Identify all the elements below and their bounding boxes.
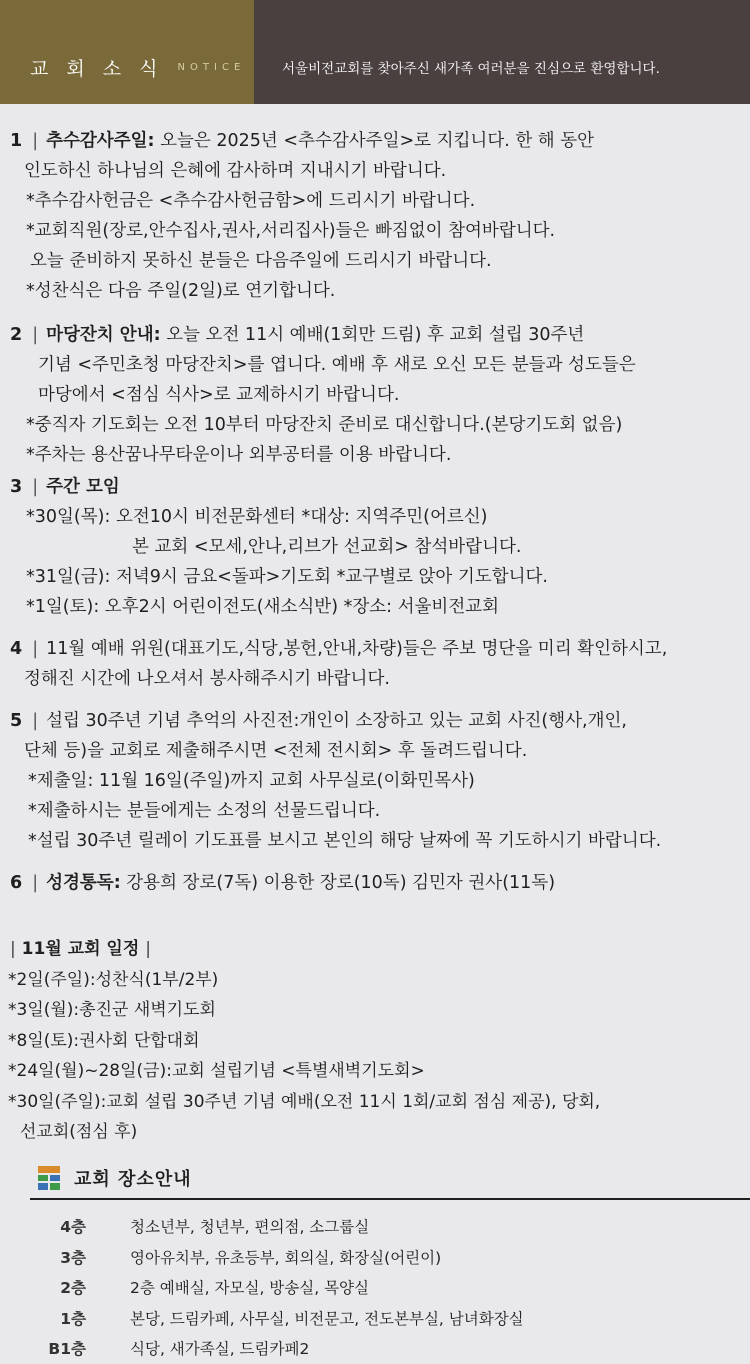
notice-line: 단체 등)을 교회로 제출해주시면 <전체 전시회> 후 돌려드립니다. — [24, 741, 528, 761]
notice-item: 1 | 추수감사주일: 오늘은 2025년 <추수감사주일>로 지킵니다. 한 해 동안 인도하신 하나님의 은혜에 감사하며 지내시기 바랍니다. *추수감사헌금은 <추수감사헌금함>에 드리시기 바랍니다. *교회직원(장로,안수집사,권사,서리집사)들은 빠짐없이 참여바랍니다. 오늘 준비하지 못하신 분들은 다음주일에 드리시기 바랍니다. *성찬식은 다음 주일(2일)로 연기합니다. — [10, 126, 750, 306]
notice-number: 1 — [10, 131, 23, 151]
notice-text: 설립 30주년 기념 추억의 사진전:개인이 소장하고 있는 교회 사진(행사,개인, — [46, 711, 627, 731]
notice-number: 6 — [10, 873, 23, 893]
notice-line: 인도하신 하나님의 은혜에 감사하며 지내시기 바랍니다. — [24, 161, 447, 181]
notice-title: 추수감사주일: — [46, 131, 155, 151]
schedule-item: *3일(월):총진군 새벽기도회 — [8, 1000, 216, 1020]
floor-row — [0, 1273, 750, 1304]
floor-row — [0, 1334, 750, 1364]
notice-line: 오늘 준비하지 못하신 분들은 다음주일에 드리시기 바랍니다. — [30, 251, 492, 271]
notice-text: 강용희 장로(7독) 이용한 장로(10독) 김민자 권사(11독) — [120, 873, 556, 893]
notice-line: 마당에서 <점심 식사>로 교제하시기 바랍니다. — [38, 385, 400, 405]
banner-title: 교 회 소 식 — [30, 57, 164, 80]
schedule-title: | 11월 교회 일정 | — [10, 939, 151, 959]
floor-rooms: 2층 예배실, 자모실, 방송실, 목양실 — [130, 1279, 370, 1297]
floor-rooms: 영아유치부, 유초등부, 회의실, 화장실(어린이) — [130, 1248, 442, 1267]
notice-text: 11월 예배 위원(대표기도,식당,봉헌,안내,차량)들은 주보 명단을 미리 확인하시고, — [46, 639, 668, 659]
notice-item: 5 | 설립 30주년 기념 추억의 사진전:개인이 소장하고 있는 교회 사진(행사,개인, 단체 등)을 교회로 제출해주시면 <전체 전시회> 후 돌려드립니다. *제출일: 11월 16일(주일)까지 교회 사무실로(이화민목사) *제출하시는 분들에게는 소정의 선물드립니다. *설립 30주년 릴레이 기도표를 보시고 본인의 해당 날짜에 꼭 기도하시기 바랍니다. — [10, 706, 750, 856]
floor-guide-header — [0, 1160, 750, 1196]
floor-guide — [0, 1160, 750, 1364]
schedule-item: *2일(주일):성찬식(1부/2부) — [8, 969, 219, 990]
floor-label: 4층 — [60, 1218, 86, 1236]
notice-line: *성찬식은 다음 주일(2일)로 연기합니다. — [26, 281, 336, 301]
notice-item: 6 | 성경통독: 강용희 장로(7독) 이용한 장로(10독) 김민자 권사(11독) — [10, 873, 556, 893]
floor-label: 1층 — [60, 1309, 86, 1328]
notice-item: 4 | 11월 예배 위원(대표기도,식당,봉헌,안내,차량)들은 주보 명단을 미리 확인하시고, 정해진 시간에 나오셔서 봉사해주시기 바랍니다. — [10, 634, 750, 694]
schedule-title-text: 11월 교회 일정 — [21, 939, 140, 959]
church-building-icon — [38, 1166, 60, 1190]
notice-line: *제출하시는 분들에게는 소정의 선물드립니다. — [28, 801, 381, 821]
floor-guide-title: 교회 장소안내 — [74, 1169, 192, 1190]
notice-number: 3 — [10, 477, 23, 497]
notice-line: *주차는 용산꿈나무타운이나 외부공터를 이용 바랍니다. — [26, 445, 452, 465]
floor-rooms: 식당, 새가족실, 드림카페2 — [130, 1340, 310, 1358]
notice-line: *설립 30주년 릴레이 기도표를 보시고 본인의 해당 날짜에 꼭 기도하시기 바랍니다. — [28, 831, 662, 851]
schedule-item: *24일(월)~28일(금):교회 설립기념 <특별새벽기도회> — [8, 1061, 425, 1081]
notice-number: 5 — [10, 711, 23, 731]
schedule-item: *30일(주일):교회 설립 30주년 기념 예배(오전 11시 1회/교회 점심 제공), 당회, — [8, 1091, 601, 1112]
notice-number: 2 — [10, 325, 23, 345]
banner-welcome-block — [254, 0, 750, 104]
notice-title: 마당잔치 안내: — [46, 325, 161, 345]
notice-line: *31일(금): 저녁9시 금요<돌파>기도회 *교구별로 앉아 기도합니다. — [26, 567, 548, 587]
notice-title: 성경통독: — [46, 873, 121, 893]
notice-line: *제출일: 11월 16일(주일)까지 교회 사무실로(이화민목사) — [28, 771, 475, 791]
notice-text: 오늘 오전 11시 예배(1회만 드림) 후 교회 설립 30주년 — [160, 325, 585, 345]
floor-row — [0, 1212, 750, 1243]
floor-rooms: 청소년부, 청년부, 편의점, 소그룹실 — [130, 1218, 370, 1236]
floor-label: B1층 — [48, 1340, 86, 1358]
notice-line: 기념 <주민초청 마당잔치>를 엽니다. 예배 후 새로 오신 모든 분들과 성도들은 — [38, 355, 636, 375]
notice-banner — [0, 0, 750, 104]
welcome-message: 서울비전교회를 찾아주신 새가족 여러분을 진심으로 환영합니다. — [282, 61, 660, 77]
floor-rooms: 본당, 드림카페, 사무실, 비전문고, 전도본부실, 남녀화장실 — [130, 1309, 524, 1328]
floor-label: 3층 — [60, 1248, 86, 1267]
floor-label: 2층 — [60, 1279, 86, 1297]
notice-number: 4 — [10, 639, 23, 659]
notice-line: *추수감사헌금은 <추수감사헌금함>에 드리시기 바랍니다. — [26, 191, 476, 211]
monthly-schedule — [0, 934, 750, 1148]
floor-row — [0, 1243, 750, 1274]
schedule-item: *8일(토):권사회 단합대회 — [8, 1030, 200, 1051]
schedule-item-continued: 선교회(점심 후) — [20, 1122, 138, 1142]
notice-list — [0, 126, 750, 908]
notice-title: 주간 모임 — [46, 477, 120, 497]
notice-text: 오늘은 2025년 <추수감사주일>로 지킵니다. 한 해 동안 — [154, 131, 595, 151]
notice-line: 정해진 시간에 나오셔서 봉사해주시기 바랍니다. — [24, 669, 390, 689]
notice-line: 본 교회 <모세,안나,리브가 선교회> 참석바랍니다. — [132, 537, 522, 557]
banner-title-block — [0, 0, 254, 104]
notice-line: *30일(목): 오전10시 비전문화센터 *대상: 지역주민(어르신) — [26, 507, 488, 527]
floor-list — [0, 1200, 750, 1364]
notice-line: *중직자 기도회는 오전 10부터 마당잔치 준비로 대신합니다.(본당기도회 없음) — [26, 415, 623, 435]
notice-line: *1일(토): 오후2시 어린이전도(새소식반) *장소: 서울비전교회 — [26, 597, 500, 617]
floor-row — [0, 1304, 750, 1335]
notice-item: 2 | 마당잔치 안내: 오늘 오전 11시 예배(1회만 드림) 후 교회 설립 30주년 기념 <주민초청 마당잔치>를 엽니다. 예배 후 새로 오신 모든 분들과 성도들은 마당에서 <점심 식사>로 교제하시기 바랍니다. *중직자 기도회는 오전 10부터 마당잔치 준비로 대신합니다.(본당기도회 없음) *주차는 용산꿈나무타운이나 외부공터를 이용 바랍니다. — [10, 320, 750, 470]
notice-line: *교회직원(장로,안수집사,권사,서리집사)들은 빠짐없이 참여바랍니다. — [26, 221, 556, 241]
notice-item: 3 | 주간 모임 *30일(목): 오전10시 비전문화센터 *대상: 지역주민(어르신) 본 교회 <모세,안나,리브가 선교회> 참석바랍니다. *31일(금): 저녁9시 금요<돌파>기도회 *교구별로 앉아 기도합니다. *1일(토): 오후2시 어린이전도(새소식반) *장소: 서울비전교회 — [10, 472, 750, 622]
banner-subtitle: NOTICE — [177, 61, 246, 73]
